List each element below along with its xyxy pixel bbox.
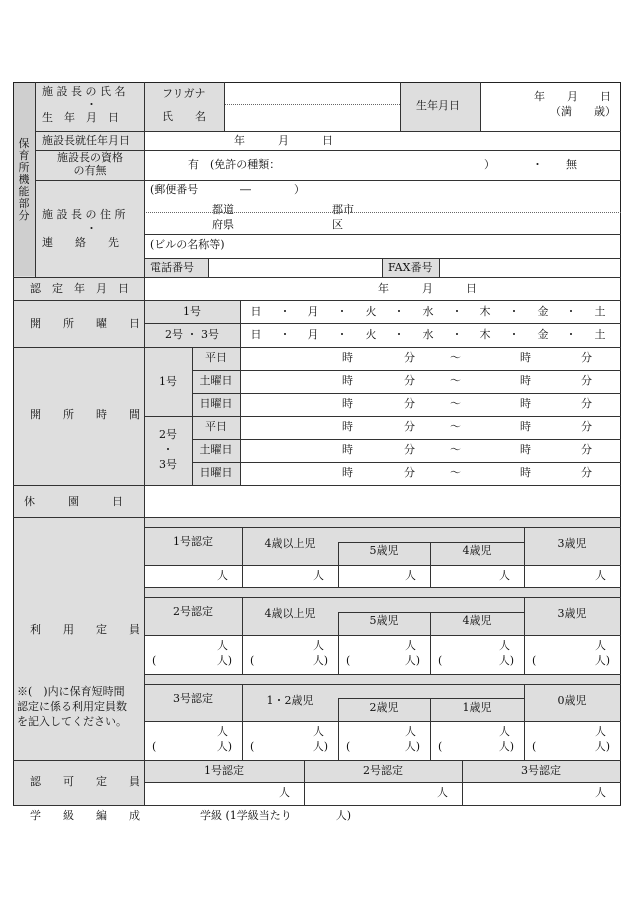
capacity-col-b1: 5歳児 [369,544,399,557]
hours-group2-line2: ・ [162,443,174,456]
hours-start-hour[interactable]: 時 [342,443,353,456]
capacity-person[interactable]: 人 [499,569,510,582]
postal-dash: ― [240,183,251,196]
capacity-open-paren: ( [532,740,537,753]
day-option[interactable]: 木 [479,305,491,318]
opening-days-label: 開 所 曜 日 [30,317,140,330]
capacity-short-person[interactable]: 人) [312,654,328,667]
capacity-person[interactable]: 人 [405,569,416,582]
director-dot: ・ [86,98,97,111]
day-option[interactable]: 土 [594,328,606,341]
hours-end-minute[interactable]: 分 [581,374,592,387]
director-name-label: 施 設 長 の 氏 名 [42,85,126,98]
capacity-col-b2: 4歳児 [462,614,492,627]
hours-end-minute[interactable]: 分 [581,351,592,364]
appointment-value[interactable]: 年 月 日 [234,134,333,147]
day-separator: ・ [565,328,577,341]
hours-start-minute[interactable]: 分 [404,420,415,433]
hours-start-hour[interactable]: 時 [342,374,353,387]
fax-field[interactable] [441,259,619,276]
fax-label: FAX番号 [388,261,433,274]
day-separator: ・ [336,305,348,318]
capacity-short-person[interactable]: 人) [312,740,328,753]
capacity-person[interactable]: 人 [313,639,324,652]
capacity-short-person[interactable]: 人) [498,654,514,667]
capacity-short-person[interactable]: 人) [498,740,514,753]
director-birth-label: 生 年 月 日 [42,111,119,124]
name-field[interactable] [226,106,398,128]
hours-group2-line1: 2号 [159,428,177,441]
building-label: (ビルの名称等) [150,238,225,251]
appointment-label: 施設長就任年月日 [42,134,130,147]
day-separator: ・ [451,328,463,341]
class-structure-label: 学 級 編 成 [30,809,140,822]
qualification-no[interactable]: 無 [566,158,577,171]
hours-day-type: 平日 [205,420,227,433]
approved-col-2: 2号認定 [363,764,403,777]
hours-end-hour[interactable]: 時 [520,420,531,433]
approved-person-1[interactable]: 人 [279,786,290,799]
day-option[interactable]: 金 [537,305,549,318]
capacity-person[interactable]: 人 [499,725,510,738]
capacity-col-b2: 1歳児 [462,701,492,714]
capacity-short-person[interactable]: 人) [594,654,610,667]
capacity-open-paren: ( [438,654,443,667]
hours-start-minute[interactable]: 分 [404,397,415,410]
hours-start-hour[interactable]: 時 [342,466,353,479]
furigana-label: フリガナ [162,87,206,100]
class-structure-value[interactable]: 学級 (1学級当たり 人) [200,809,352,822]
capacity-col-c: 0歳児 [557,694,587,707]
capacity-short-person[interactable]: 人) [216,740,232,753]
day-option[interactable]: 水 [422,305,434,318]
day-option[interactable]: 火 [365,305,377,318]
hours-group2-line3: 3号 [159,458,177,471]
approved-person-2[interactable]: 人 [437,786,448,799]
capacity-col-c: 3歳児 [557,537,587,550]
capacity-section-title: 2号認定 [173,605,213,618]
capacity-open-paren: ( [152,740,157,753]
capacity-person[interactable]: 人 [217,725,228,738]
postal-label: (郵便番号 [150,183,199,196]
hours-end-hour[interactable]: 時 [520,443,531,456]
capacity-note-3: を記入してください。 [17,715,127,728]
day-option[interactable]: 火 [365,328,377,341]
capacity-open-paren: ( [346,654,351,667]
hours-start-minute[interactable]: 分 [404,443,415,456]
capacity-col-c: 3歳児 [557,607,587,620]
day-separator: ・ [508,305,520,318]
capacity-short-person[interactable]: 人) [216,654,232,667]
hours-end-minute[interactable]: 分 [581,466,592,479]
day-separator: ・ [451,305,463,318]
hours-tilde: ～ [450,466,461,479]
hours-end-hour[interactable]: 時 [520,397,531,410]
approved-col-3: 3号認定 [521,764,561,777]
day-option[interactable]: 木 [479,328,491,341]
qualification-label-2: の有無 [73,164,107,177]
approved-capacity-label: 認 可 定 員 [30,775,140,788]
approval-date-value[interactable]: 年 月 日 [378,282,477,295]
capacity-person[interactable]: 人 [595,569,606,582]
holidays-field[interactable] [146,487,618,515]
approved-col-1: 1号認定 [204,764,244,777]
hours-start-minute[interactable]: 分 [404,466,415,479]
capacity-col-b1: 5歳児 [369,614,399,627]
capacity-col-a: 4歳以上児 [264,607,316,620]
prefecture-1: 都道 [212,203,234,216]
capacity-short-person[interactable]: 人) [594,740,610,753]
day-separator: ・ [508,328,520,341]
hours-end-minute[interactable]: 分 [581,397,592,410]
capacity-person[interactable]: 人 [595,639,606,652]
city-1: 郡市 [332,203,354,216]
hours-end-hour[interactable]: 時 [520,374,531,387]
capacity-col-a: 1・2歳児 [266,694,314,707]
capacity-label: 利 用 定 員 [30,623,140,636]
day-option[interactable]: 月 [307,328,319,341]
capacity-person[interactable]: 人 [595,725,606,738]
holidays-label: 休 園 日 [24,495,123,508]
capacity-open-paren: ( [346,740,351,753]
city-2: 区 [332,218,343,231]
capacity-section-title: 1号認定 [173,535,213,548]
capacity-open-paren: ( [250,654,255,667]
address-label: 施 設 長 の 住 所 [42,208,126,221]
hours-group1-label: 1号 [159,375,177,388]
day-option[interactable]: 水 [422,328,434,341]
phone-label: 電話番号 [150,261,194,274]
capacity-section-title: 3号認定 [173,692,213,705]
capacity-open-paren: ( [438,740,443,753]
capacity-note-1: ※( )内に保育短時間 [17,685,125,698]
capacity-col-b1: 2歳児 [369,701,399,714]
capacity-person[interactable]: 人 [217,569,228,582]
qualification-yes[interactable]: 有 (免許の種類： [188,158,281,171]
day-separator: ・ [393,305,405,318]
hours-end-minute[interactable]: 分 [581,443,592,456]
contact-label: 連 絡 先 [42,236,119,249]
capacity-col-b2: 4歳児 [462,544,492,557]
day-separator: ・ [279,305,291,318]
qualification-label-1: 施設長の資格 [57,151,123,164]
day-option[interactable]: 金 [537,328,549,341]
side-label: 保育所機能部分 [18,137,30,222]
hours-start-minute[interactable]: 分 [404,351,415,364]
hours-tilde: ～ [450,351,461,364]
hours-start-minute[interactable]: 分 [404,374,415,387]
day-option[interactable]: 日 [250,328,262,341]
opening-days-row2-label: 2号 ・ 3号 [165,328,219,341]
capacity-open-paren: ( [152,654,157,667]
birthdate-value[interactable]: 年 月 日 [534,90,611,103]
capacity-person[interactable]: 人 [499,639,510,652]
day-separator: ・ [279,328,291,341]
capacity-open-paren: ( [532,654,537,667]
hours-start-hour[interactable]: 時 [342,397,353,410]
hours-tilde: ～ [450,397,461,410]
day-option[interactable]: 土 [594,305,606,318]
approved-person-3[interactable]: 人 [595,786,606,799]
hours-day-type: 土曜日 [199,443,233,456]
qualification-dot: ・ [532,158,543,171]
day-separator: ・ [393,328,405,341]
hours-day-type: 日曜日 [199,466,233,479]
name-sublabel: 氏 名 [162,110,206,123]
day-separator: ・ [336,328,348,341]
hours-end-hour[interactable]: 時 [520,466,531,479]
opening-days-row1-label: 1号 [183,305,201,318]
hours-end-hour[interactable]: 時 [520,351,531,364]
day-option[interactable]: 月 [307,305,319,318]
day-option[interactable]: 日 [250,305,262,318]
age-value[interactable]: （満 歳） [550,105,616,118]
hours-day-type: 土曜日 [199,374,233,387]
hours-start-hour[interactable]: 時 [342,420,353,433]
hours-day-type: 日曜日 [199,397,233,410]
qualification-close-paren: ） [484,158,495,171]
capacity-short-person[interactable]: 人) [404,654,420,667]
hours-day-type: 平日 [205,351,227,364]
capacity-col-a: 4歳以上児 [264,537,316,550]
capacity-person[interactable]: 人 [405,725,416,738]
hours-tilde: ～ [450,420,461,433]
birthdate-label: 生年月日 [416,99,460,112]
postal-close: ） [294,183,305,196]
capacity-person[interactable]: 人 [405,639,416,652]
furigana-field[interactable] [226,84,398,102]
capacity-short-person[interactable]: 人) [404,740,420,753]
approval-date-label: 認 定 年 月 日 [30,282,129,295]
hours-end-minute[interactable]: 分 [581,420,592,433]
prefecture-2: 府県 [212,218,234,231]
hours-tilde: ～ [450,374,461,387]
capacity-note-2: 認定に係る利用定員数 [17,700,127,713]
address-dot: ・ [86,222,97,235]
opening-hours-label: 開 所 時 間 [30,408,140,421]
day-separator: ・ [565,305,577,318]
capacity-person[interactable]: 人 [313,725,324,738]
phone-field[interactable] [210,259,380,276]
hours-start-hour[interactable]: 時 [342,351,353,364]
hours-tilde: ～ [450,443,461,456]
capacity-person[interactable]: 人 [313,569,324,582]
capacity-open-paren: ( [250,740,255,753]
capacity-person[interactable]: 人 [217,639,228,652]
